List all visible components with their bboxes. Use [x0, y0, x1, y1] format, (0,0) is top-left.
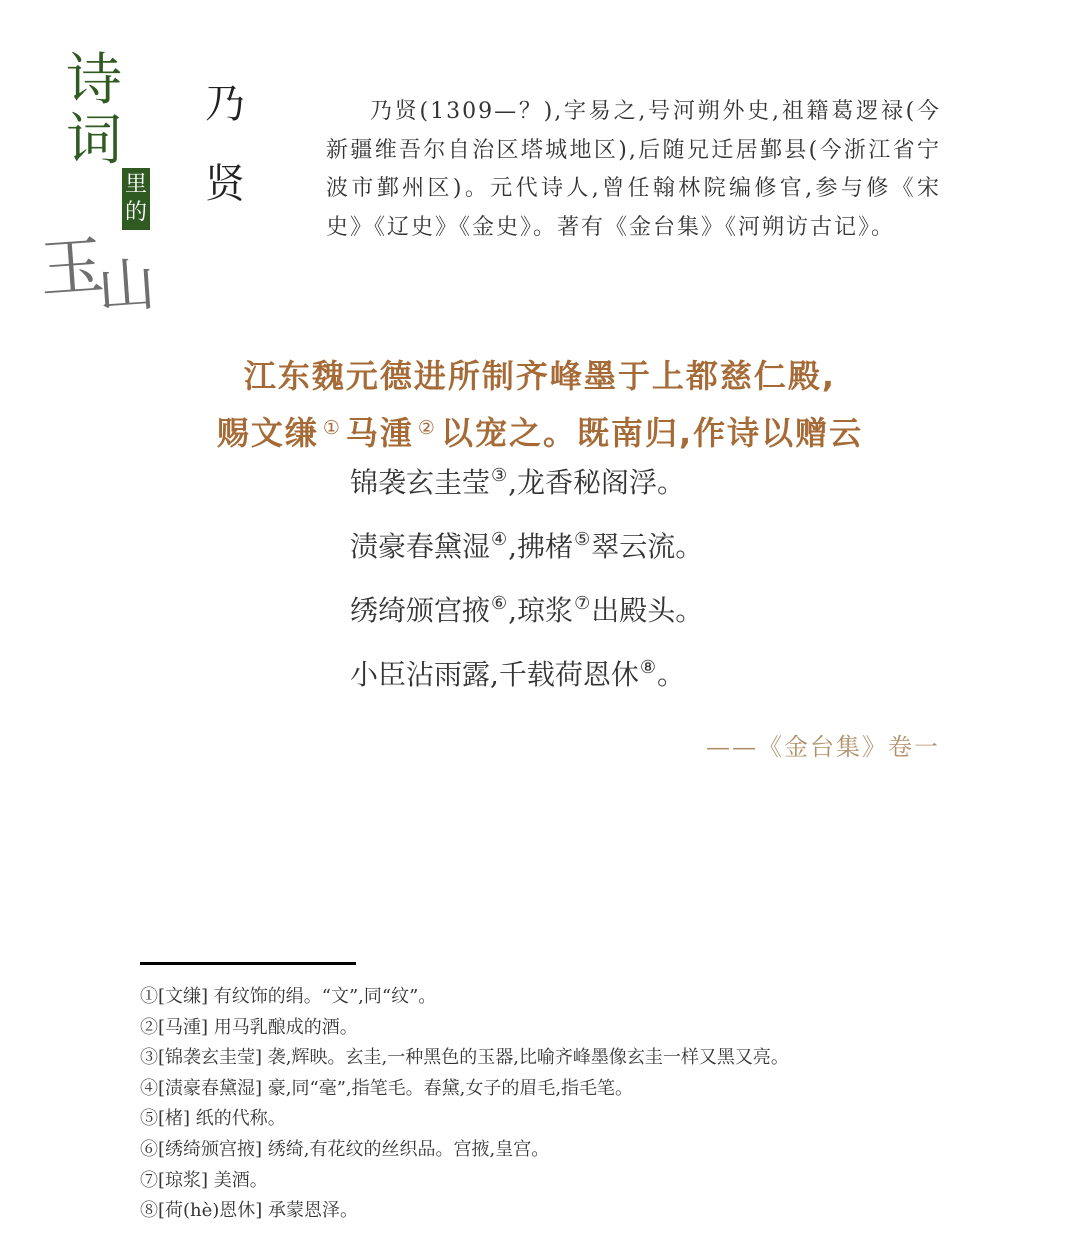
footnote-item: ⑦[琼浆] 美酒。	[140, 1169, 268, 1191]
poem-text: 翠云流。	[591, 530, 704, 563]
footnote-item: ①[文缣] 有纹饰的绢。“文”,同“纹”。	[140, 986, 437, 1007]
footnote-divider	[140, 962, 356, 965]
footnote-ref: ④	[491, 529, 508, 550]
poem-text: 。	[657, 658, 686, 691]
poem-text: 小臣沾雨露,千载荷恩休	[350, 658, 639, 691]
footnotes	[140, 982, 960, 1227]
author-bio: 乃贤(1309—？),字易之,号河朔外史,祖籍葛逻禄(今新疆维吾尔自治区塔城地区),后随兄迁居鄞县(今浙江省宁波市鄞州区)。元代诗人,曾任翰林院编修官,参与修《宋史》《辽史》《金史》。著有《金台集》《河朔访古记》。	[326, 99, 941, 240]
author-name	[205, 80, 255, 240]
book-logo	[37, 48, 150, 340]
footnote-ref: ①	[322, 417, 342, 439]
footnote-ref: ⑥	[491, 593, 508, 614]
footnote-ref: ⑧	[639, 657, 657, 678]
logo-calligraphy-yu: 玉	[37, 229, 99, 308]
poem-text: 渍豪春黛湿	[350, 530, 491, 563]
title-text-c: 以宠之。既南归,作诗以赠云	[440, 414, 864, 452]
poem-line	[350, 652, 910, 716]
footnote-ref: ⑦	[574, 593, 591, 614]
footnote-item: ⑤[楮] 纸的代称。	[140, 1108, 286, 1130]
footnote-item: ④[渍豪春黛湿] 豪,同“毫”,指笔毛。春黛,女子的眉毛,指毛笔。	[140, 1077, 634, 1099]
poem-text: 锦袭玄圭莹	[350, 466, 491, 499]
poem-text: ,琼浆	[508, 594, 574, 627]
poem-line	[350, 460, 910, 524]
logo-box-char-1: 里	[124, 172, 147, 197]
title-text-a: 赐文缣	[216, 414, 319, 452]
logo-calligraphy	[37, 229, 150, 322]
author-name-char-2: 贤	[205, 161, 245, 207]
poem-body	[350, 460, 910, 716]
footnote-item: ⑥[绣绮颁宫掖] 绣绮,有花纹的丝织品。宫掖,皇宫。	[140, 1138, 550, 1160]
author-name-char-1: 乃	[205, 81, 245, 127]
poem-title-line-2	[140, 402, 940, 459]
footnote-item: ⑧[荷(hè)恩休] 承蒙恩泽。	[140, 1200, 359, 1222]
footnote-ref: ②	[417, 417, 437, 439]
poem-line	[350, 588, 910, 652]
footnote-item: ②[马湩] 用马乳酿成的酒。	[140, 1016, 358, 1038]
poem-source: ——《金台集》卷一	[706, 733, 940, 761]
footnote-ref: ③	[491, 465, 508, 486]
logo-char-shi: 诗	[66, 48, 122, 113]
poem-text: ,拂楮	[508, 530, 574, 563]
poem-title-line-1: 江东魏元德进所制齐峰墨于上都慈仁殿,	[243, 357, 837, 395]
poem-title	[140, 350, 940, 459]
footnote-item: ③[锦袭玄圭莹] 袭,辉映。玄圭,一种黑色的玉器,比喻齐峰墨像玄圭一样又黑又亮。	[140, 1047, 789, 1069]
logo-char-ci: 词	[66, 108, 122, 173]
poem-text: 绣绮颁宫掖	[350, 594, 491, 627]
poem-line	[350, 524, 910, 588]
logo-box-char-2: 的	[124, 200, 147, 225]
poem-text: 出殿头。	[591, 594, 704, 627]
logo-calligraphy-shan: 山	[95, 250, 150, 322]
logo-box	[122, 168, 150, 230]
title-text-b: 马湩	[345, 414, 414, 452]
footnote-ref: ⑤	[574, 529, 591, 550]
poem-text: ,龙香秘阁浮。	[508, 466, 686, 499]
